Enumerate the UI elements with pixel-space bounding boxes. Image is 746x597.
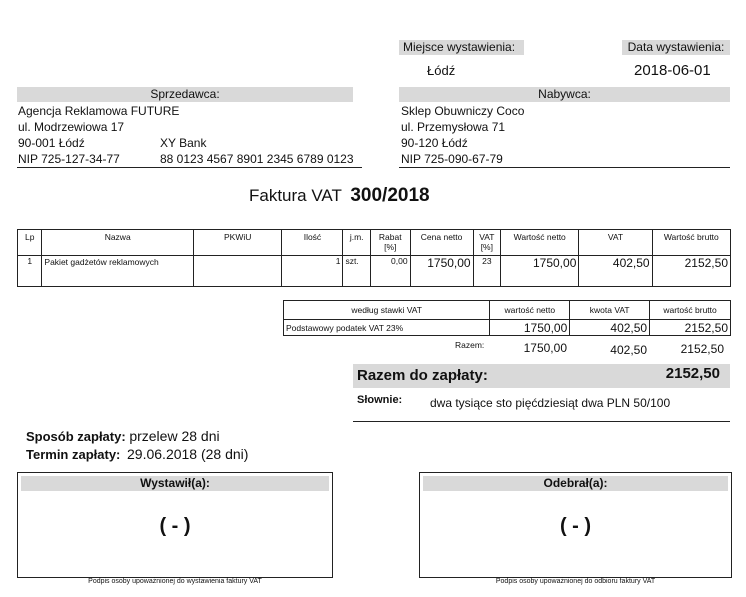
table-row	[18, 256, 731, 287]
summary-rate-label: Podstawowy podatek VAT 23%	[284, 320, 490, 336]
in-words-label: Słownie:	[357, 394, 403, 406]
summary-net: 1750,00	[490, 320, 570, 336]
in-words-divider	[353, 421, 730, 422]
summary-col-vat: kwota VAT	[570, 301, 650, 320]
seller-account: 88 0123 4567 8901 2345 6789 0123	[160, 152, 354, 166]
seller-divider	[17, 167, 362, 168]
summary-col-gross: wartość brutto	[650, 301, 731, 320]
col-price: Cena netto	[410, 230, 473, 256]
col-net: Wartość netto	[501, 230, 579, 256]
date-value: 2018-06-01	[634, 62, 711, 79]
summary-col-rate: według stawki VAT	[284, 301, 490, 320]
cell-name: Pakiet gadżetów reklamowych	[42, 256, 194, 287]
buyer-nip: NIP 725-090-67-79	[401, 152, 503, 166]
issuer-signature-box	[17, 472, 333, 578]
cell-lp: 1	[18, 256, 42, 287]
cell-pkwiu	[193, 256, 281, 287]
buyer-street: ul. Przemysłowa 71	[401, 120, 506, 134]
cell-net: 1750,00	[501, 256, 579, 287]
issuer-signature-header: Wystawił(a):	[21, 476, 329, 491]
receiver-signature-box	[419, 472, 732, 578]
to-pay-value: 2152,50	[665, 365, 720, 382]
receiver-signature-header: Odebrał(a):	[423, 476, 728, 491]
buyer-divider	[399, 167, 730, 168]
invoice-number: 300/2018	[350, 185, 430, 206]
cell-discount: 0,00	[370, 256, 410, 287]
cell-vat-rate: 23	[473, 256, 500, 287]
seller-nip: NIP 725-127-34-77	[18, 152, 120, 166]
summary-gross: 2152,50	[650, 320, 731, 336]
seller-street: ul. Modrzewiowa 17	[18, 120, 125, 134]
seller-city: 90-001 Łódź	[18, 136, 85, 150]
summary-total-gross: 2152,50	[680, 342, 724, 356]
seller-name: Agencja Reklamowa FUTURE	[18, 104, 180, 118]
cell-unit: szt.	[343, 256, 370, 287]
seller-bank: XY Bank	[160, 136, 207, 150]
payment-due-label: Termin zapłaty:	[26, 447, 121, 462]
col-gross: Wartość brutto	[652, 230, 730, 256]
col-discount: Rabat [%]	[370, 230, 410, 256]
date-label: Data wystawienia:	[622, 40, 730, 55]
items-table	[17, 229, 731, 287]
payment-method-label: Sposób zapłaty:	[26, 429, 126, 444]
to-pay-label: Razem do zapłaty:	[357, 367, 488, 384]
summary-total-label: Razem:	[455, 340, 485, 350]
cell-qty: 1	[282, 256, 343, 287]
payment-due	[26, 446, 248, 462]
summary-total-vat: 402,50	[610, 343, 647, 357]
issuer-signature-mark: ( - )	[159, 515, 191, 537]
seller-header: Sprzedawca:	[17, 87, 353, 102]
payment-due-value: 29.06.2018 (28 dni)	[127, 446, 249, 462]
summary-total-net: 1750,00	[523, 341, 567, 355]
col-pkwiu: PKWiU	[193, 230, 281, 256]
col-qty: Ilość	[282, 230, 343, 256]
invoice-title-label: Faktura VAT	[249, 186, 342, 205]
buyer-city: 90-120 Łódź	[401, 136, 468, 150]
summary-col-net: wartość netto	[490, 301, 570, 320]
col-name: Nazwa	[42, 230, 194, 256]
col-vat: VAT	[579, 230, 652, 256]
cell-gross: 2152,50	[652, 256, 730, 287]
vat-summary-table	[283, 300, 731, 336]
receiver-signature-mark: ( - )	[559, 515, 592, 537]
col-unit: j.m.	[343, 230, 370, 256]
table-row	[284, 320, 731, 336]
place-value: Łódź	[427, 63, 456, 78]
invoice-title	[249, 185, 430, 207]
col-lp: Lp	[18, 230, 42, 256]
place-label: Miejsce wystawienia:	[399, 40, 524, 55]
buyer-header: Nabywca:	[399, 87, 730, 102]
payment-method	[26, 428, 220, 444]
issuer-signature-caption: Podpis osoby upoważnionej do wystawienia faktury VAT	[88, 578, 262, 585]
buyer-name: Sklep Obuwniczy Coco	[401, 104, 525, 118]
payment-method-value: przelew 28 dni	[129, 428, 220, 444]
in-words-value: dwa tysiące sto pięćdziesiąt dwa PLN 50/100	[430, 396, 671, 410]
cell-price: 1750,00	[410, 256, 473, 287]
cell-vat: 402,50	[579, 256, 652, 287]
summary-vat: 402,50	[570, 320, 650, 336]
col-vat-rate: VAT [%]	[473, 230, 500, 256]
receiver-signature-caption: Podpis osoby upoważnionej do odbioru faktury VAT	[495, 578, 656, 585]
